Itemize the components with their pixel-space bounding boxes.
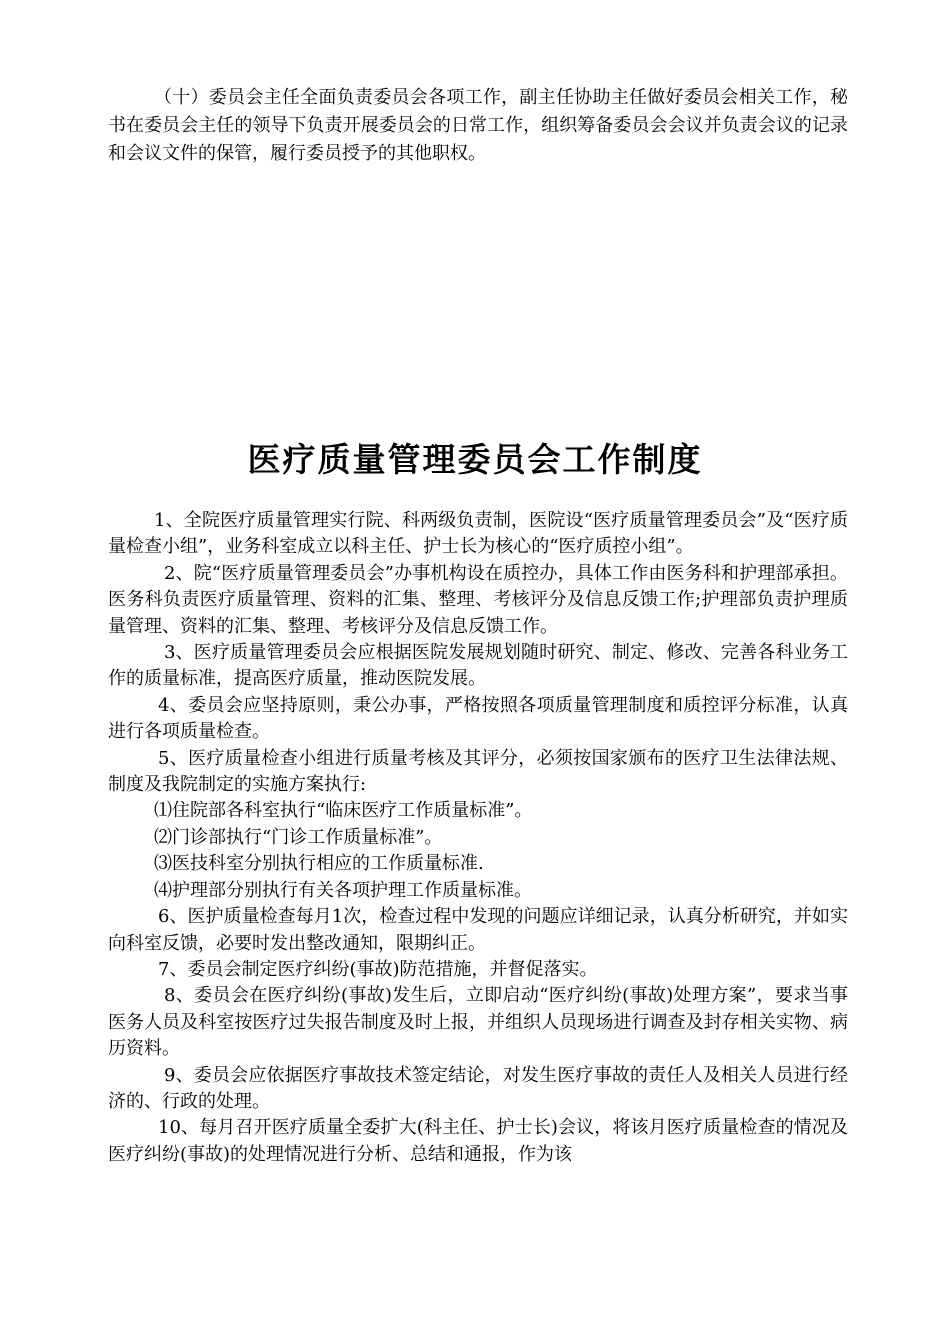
- paragraph-4: 4、委员会应坚持原则，秉公办事，严格按照各项质量管理制度和质控评分标准，认真进行各项质量检查。: [108, 694, 848, 743]
- paragraph-1: 1、全院医疗质量管理实行院、科两级负责制，医院设“医疗质量管理委员会”及“医疗质量检查小组”，业务科室成立以科主任、护士长为核心的“医疗质控小组”。: [108, 510, 848, 558]
- document-title: 医疗质量管理委员会工作制度: [247, 440, 703, 479]
- paragraph-10: 10、每月召开医疗质量全委扩大(科主任、护士长)会议，将该月医疗质量检查的情况及医疗纠纷(事故)的处理情况进行分析、总结和通报，作为该: [108, 1117, 848, 1165]
- top-section: [108, 84, 848, 168]
- list-item-3: ⑶医技科室分别执行相应的工作质量标准.: [154, 853, 484, 875]
- list-item-1: ⑴住院部各科室执行“临床医疗工作质量标准”。: [154, 800, 533, 822]
- paragraph-3: 3、医疗质量管理委员会应根据医院发展规划随时研究、制定、修改、完善各科业务工作的质量标准，提高医疗质量，推动医院发展。: [108, 642, 848, 690]
- regulation-body: [108, 508, 848, 1168]
- top-paragraph: （十）委员会主任全面负责委员会各项工作，副主任协助主任做好委员会相关工作，秘书在委员会主任的领导下负责开展委员会的日常工作，组织筹备委员会会议并负责会议的记录和会议文件的保管，履行委员授予的其他职权。: [108, 87, 848, 164]
- paragraph-2: 2、院“医疗质量管理委员会”办事机构设在质控办，具体工作由医务科和护理部承担。医务科负责医疗质量管理、资料的汇集、整理、考核评分及信息反馈工作;护理部负责护理质量管理、资料的汇集、整理、考核评分及信息反馈工作。: [108, 562, 848, 637]
- paragraph-6: 6、医护质量检查每月1次，检查过程中发现的问题应详细记录，认真分析研究，并如实向科室反馈，必要时发出整改通知，限期纠正。: [108, 906, 848, 954]
- paragraph-7: 7、委员会制定医疗纠纷(事故)防范措施，并督促落实。: [158, 958, 598, 980]
- paragraph-5: 5、医疗质量检查小组进行质量考核及其评分，必须按国家颁布的医疗卫生法律法规、制度及我院制定的实施方案执行:: [108, 747, 848, 796]
- list-item-2: ⑵门诊部执行“门诊工作质量标准”。: [154, 826, 443, 848]
- paragraph-8: 8、委员会在医疗纠纷(事故)发生后，立即启动“医疗纠纷(事故)处理方案”，要求当事医务人员及科室按医疗过失报告制度及时上报，并组织人员现场进行调查及封存相关实物、病历资料。: [108, 985, 848, 1060]
- list-item-4: ⑷护理部分别执行有关各项护理工作质量标准。: [154, 879, 532, 901]
- paragraph-9: 9、委员会应依据医疗事故技术签定结论，对发生医疗事故的责任人及相关人员进行经济的、行政的处理。: [108, 1064, 848, 1112]
